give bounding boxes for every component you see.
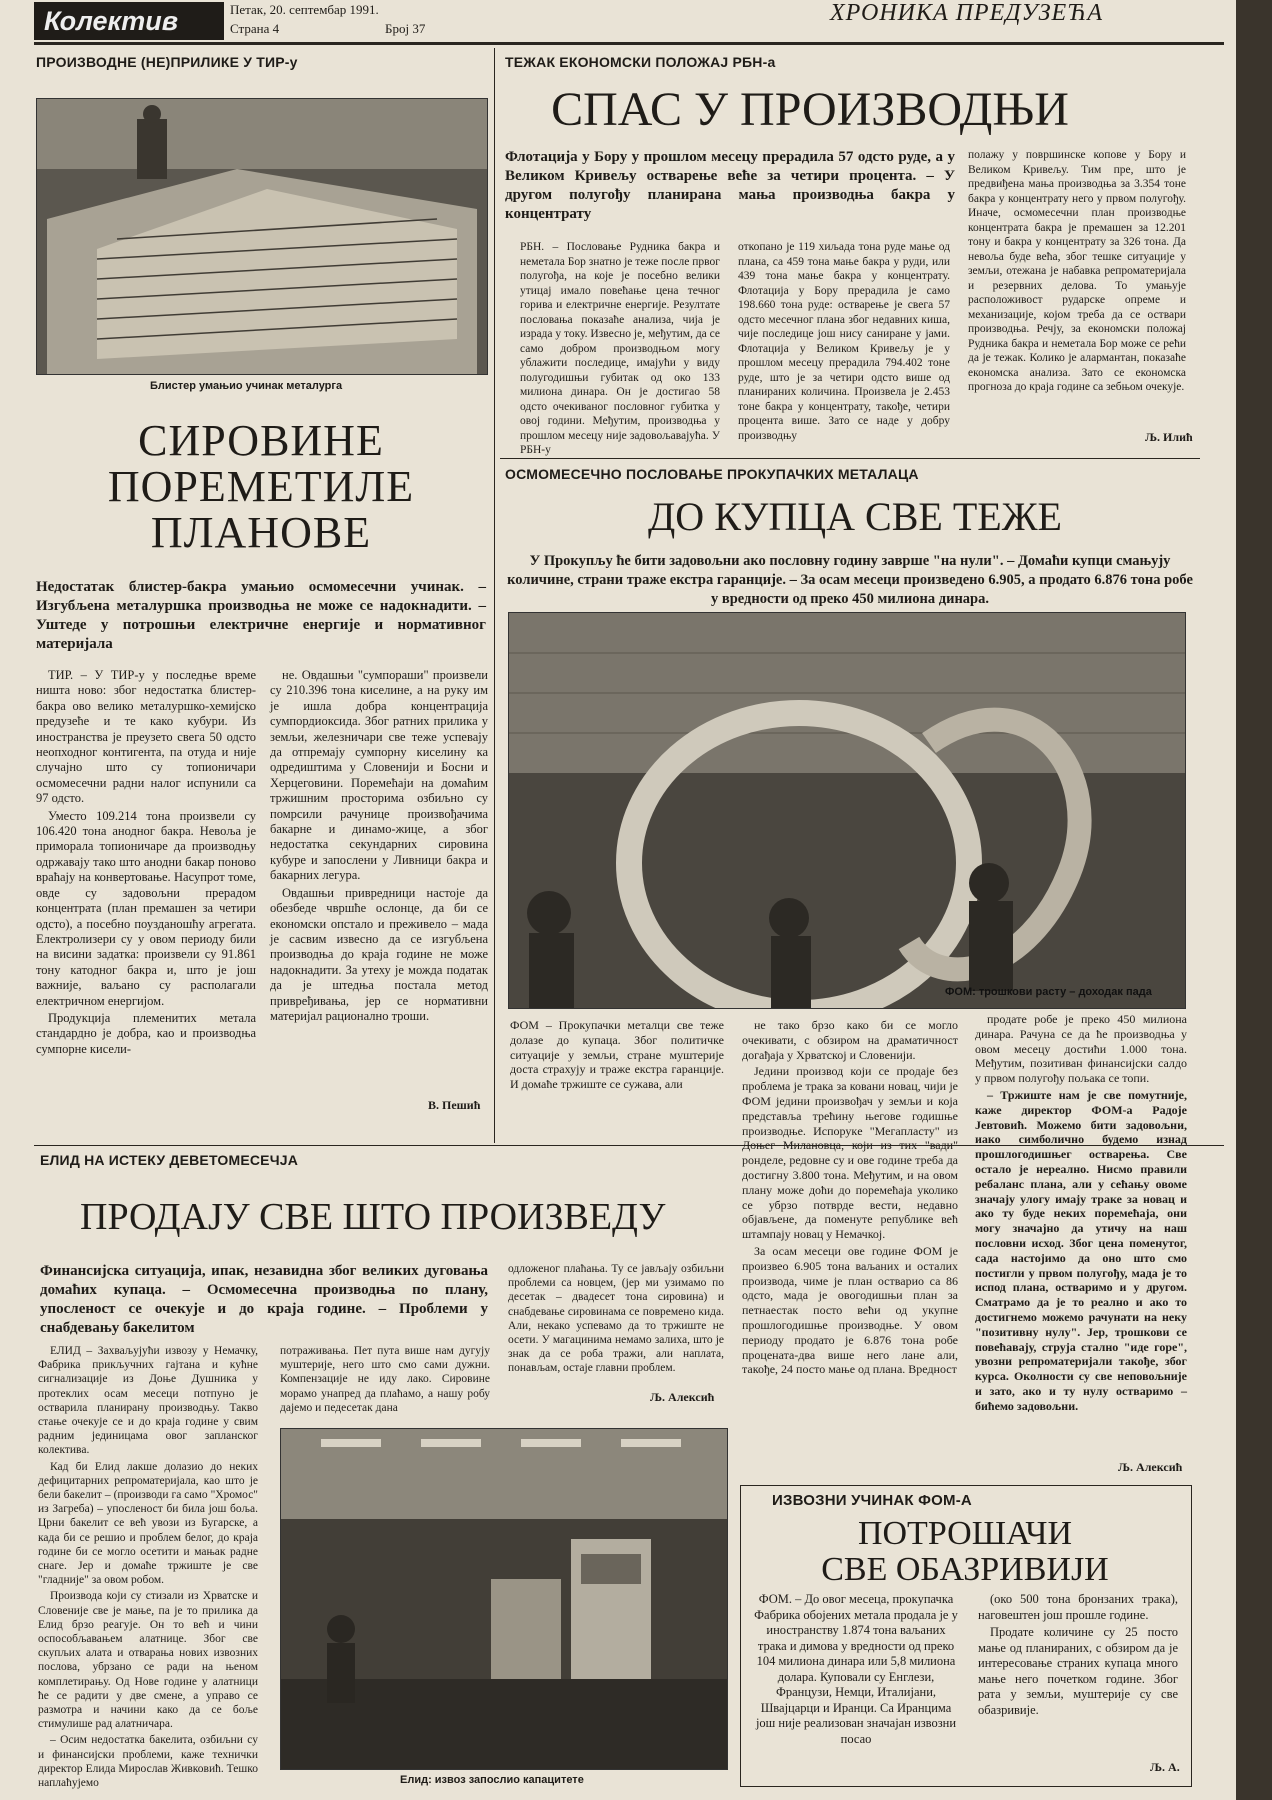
export-column-1: ФОМ. – До овог месеца, прокупачка Фабрика обојених метала продала је у иностранству 1.874 тона ваљаних трака и димова у вредности од преко 104 милиона динара или 5,8 милиона долара. Куповали су Енглези, Французи, Немци, Италијани, Швајцарци и Иранци. Са Иранцима још није реализован значајан извозни посао xyxy=(754,1592,958,1746)
export-column-2 xyxy=(978,1592,1178,1720)
elid-paragraph: Производа који су стизали из Хрватске и Словеније све је мање, па је то прилика да Елид брзо реагује. Он то већ и чини оспособљавањем алатнице. Због све скупљих алата и отварања нових извозних послова, убрзано се ради на њеном комплетирању. Од Нове године у алатници ће се радити у две смене, а управо се размотра и начини како да се боље стимулише рад алатничара. xyxy=(38,1590,258,1731)
elid-paragraph: ЕЛИД – Захваљујући извозу у Немачку, Фабрика прикључних гајтана и кућне сигнализације из Доње Душника у протеклих осам месеци потпуно је остварила планирану производњу. Такво стање очекује се и до краја године у свим радним јединицама овог запланског колектива. xyxy=(38,1345,258,1457)
export-headline xyxy=(745,1516,1185,1587)
fom-photo-caption: ФОМ: трошкови расту – доходак пада xyxy=(945,986,1152,998)
rbn-kicker: ТЕЖАК ЕКОНОМСКИ ПОЛОЖАЈ РБН-а xyxy=(505,54,776,70)
metal-strip-coil-illustration xyxy=(509,613,1185,1008)
fom-column-1: ФОМ – Прокупачки металци све теже долазе до купаца. Због политичке ситуације у земљи, стране муштерије доста страхују и траже екстра гаранције. И домаће тржиште се сужава, али xyxy=(510,1018,724,1092)
fom-paragraph: – Тржиште нам је све помутније, каже директор ФОМ-а Радоје Јевтовић. Можемо бити задовољни, иако симболично будемо изнад прошлогодишњег остварења. Све остало је нереално. Нисмо правили ребаланс плана, али у сећању овоме значају улогу имају траке за новац и ако ту буде неких поремећаја, они могу значајно да утичу на наш пословни исход. Због цена поменутог, сада настојимо да оно што смо постигли у првом полугођу, мада је то испод плана, остваримо и у другом. Сматрамо да је то реално и ако то достигнемо можемо рачунати на неку "позитивну нулу". Јер, трошкови се повећавају, струја стално "иде горе", увозни репроматеријали такође, због курса. Околности су све неповољније и зато, ако и ту нулу остваримо – бићемо задовољни. xyxy=(975,1087,1187,1413)
tir-paragraph: Овдашњи привредници настоје да обезбеде чвршће ослонце, да би се економски опстало и преживело – мада је сасвим извесно да се изгубљена производња до краја године не може надокнадити. За утеху је можда податак да је штедња постала метод привређивања, јер се нормативни материјал рационално троши. xyxy=(270,885,488,1023)
fom-photo xyxy=(508,612,1186,1009)
page-edge xyxy=(1236,0,1272,1800)
fom-paragraph: За осам месеци ове године ФОМ је произвео 6.905 тона ваљаних и осталих производа, чиме је план остварио са 86 одсто, мада је овогодишњи план за петнаестак посто већи од укупне прошлогодишње производње. У овом периоду продато је 6.876 тона робе процената-два више него лане али, такође, 24 посто мање од плана. Вредност xyxy=(742,1243,958,1377)
fom-lead: У Прокупљу ће бити задовољни ако пословну годину заврше "на нули". – Домаћи купци смањују количине, страни траже екстра гаранције. – За осам месеци произведено 6.905, а продато 6.876 тона робе у вредности од преко 450 милиона динара. xyxy=(507,553,1193,607)
masthead-section: ХРОНИКА ПРЕДУЗЕЋА xyxy=(830,0,1104,26)
fom-paragraph: Једини производ који се продаје без проблема је трака за ковани новац, чији је ФОМ једини произвођач у земљи и која представља трећину његове годишње производње. Испорукe "Мегапласту" из Доњег Милановца, који из тих "вади" ронделе, редовне су и ове године треба да достигну 3.800 тона. Међутим, и на овом плану може доћи до поремећаја уколико се убрзо потврде вести, недавно објављене, да поменуте републике већ штампају новац у Немачкој. xyxy=(742,1064,958,1242)
export-headline-line-1: ПОТРОШАЧИ xyxy=(857,1515,1073,1552)
elid-byline: Љ. Алексић xyxy=(650,1390,715,1404)
tir-headline-line-3: ПЛАНОВЕ xyxy=(150,508,372,558)
tir-paragraph: ТИР. – У ТИР-у у последње време ништа ново: због недостатка блистер-бакра ово велико металуршко-хемијско предузеће и те како кубури. Из иностранства је преузето свега 50 одсто неопходног контигента, па отуда и није случајно што су топионичари осмомесечни радни налог испунили са 97 одсто. xyxy=(36,668,256,806)
rbn-column-1: РБН. – Пословање Рудника бакра и неметала Бор знатно је теже после првог полугођа, на које је посебно велики утицај имало повећање цена течног горива и електричне енергије. Резултате пословања показаће анализа, чија је израда у току. Извесно је, међутим, да се само добром производњом могу ублажити последице, имајући у виду полугодишњи губитак од око 133 милиона динара. Он је достигао 58 одсто очекиваног пословног губитка у овој години. Међутим, производња у прошлом месецу није задовољавајућа. У РБН-у xyxy=(520,241,721,456)
elid-lead: Финансијска ситуација, ипак, незавидна због великих дуговања домаћих купаца. – Осмомесечна производња по плану, упосленост се очекује и до краја године. – Проблеми у снабдевању бакелитом xyxy=(40,1263,488,1336)
elid-paragraph: – Осим недостатка бакелита, озбиљни су и финансијски проблеми, каже технички директор Елида Мирослав Живковић. Тешко наплаћујемо xyxy=(38,1734,258,1790)
tir-photo xyxy=(36,98,488,375)
elid-photo-caption: Елид: извоз запослио капацитете xyxy=(400,1774,584,1786)
tir-paragraph: не. Овдашњи "сумпораши" произвели су 210.396 тона киселине, а на руку им је ишла добра концентрација сумпордиоксида. Због ратних прилика у земљи, железничари све теже успевају да отпремају сумпорну киселину ка одредиштима у Словенији и Босни и Херцеговини. Поремећаји на домаћим тржишним просторима озбиљно су помрсили рачунице произвођачима бакарне и динамо-жице, а због недостатка секундарних сировина кубуре и запослени у Ливници бакра и бакарних легура. xyxy=(270,668,488,883)
fom-kicker: ОСМОМЕСЕЧНО ПОСЛОВАЊЕ ПРОКУПАЧКИХ МЕТАЛАЦА xyxy=(505,466,919,482)
export-headline-line-2: СВЕ ОБАЗРИВИЈИ xyxy=(821,1550,1109,1588)
masthead-date: Петак, 20. септембар 1991. xyxy=(230,2,379,17)
tir-lead: Недостатак блистер-бакра умањио осмомесечни учинак. – Изгубљена металуршка производња не може се надокнадити. – Уштеде у потрошњи електричне енергије и нормативног материјала xyxy=(36,579,486,652)
export-paragraph: Продате количине су 25 посто мање од планираних, с обзиром да је интересовање страних купаца много мање него почетком године. Због рата у земљи, муштерије су све обазривије. xyxy=(978,1625,1178,1717)
elid-photo xyxy=(280,1428,728,1770)
fom-paragraph: продате робе је преко 450 милиона динара. Рачуна се да ће производња у овом месецу достићи 1.000 тона. Међутим, позитиван финансијски салдо у првом полугођу пољака се топи. xyxy=(975,1012,1187,1086)
tir-headline xyxy=(36,418,486,557)
rbn-headline: СПАС У ПРОИЗВОДЊИ xyxy=(551,83,1069,136)
fom-column-2 xyxy=(742,1018,958,1379)
export-paragraph: (око 500 тона бронзаних трака), наговештен још прошле године. xyxy=(978,1592,1178,1622)
copper-sheets-illustration xyxy=(37,99,487,374)
fom-byline: Љ. Алексић xyxy=(1118,1460,1183,1474)
masthead-page-number: Страна 4 xyxy=(230,21,280,36)
fom-divider xyxy=(500,458,1200,459)
rbn-byline: Љ. Илић xyxy=(1145,430,1193,444)
tir-paragraph: Уместо 109.214 тона произвели су 106.420 тона анодног бакра. Невоља је приморала топионичаре да производњу одржавају тако што анодни бакар поново враћају на конвертовање. Насупрот томе, овде су задовољни прерадом концентрата (план премашен за четири одсто), а посебно поузданошћу агрегата. Електролизери су у овом периоду били на висини задатка: произвели су 91.861 тону катодног бакра и, што је још важније, ваљано су располагали електричном енергијом. xyxy=(36,808,256,1008)
elid-column-1 xyxy=(38,1344,258,1792)
fom-paragraph: не тако брзо како би се могло очекивати, с обзиром на драматичност догађаја у Хрватској и Словенији. xyxy=(742,1018,958,1062)
elid-column-2: потраживања. Пет пута више нам дугују муштерије, него што смо сами дужни. Компензације не иду лако. Сировине морамо унапред да плаћамо, а нашу робу дајемо и педесетак дана xyxy=(280,1345,490,1414)
tir-column-1 xyxy=(36,668,256,1059)
tir-paragraph: Продукција племенитих метала стандардно је добра, као и производња сумпорне кисели- xyxy=(36,1010,256,1056)
column-divider xyxy=(494,48,495,1143)
masthead-issue: Број 37 xyxy=(385,21,426,36)
masthead-logo-text: Колектив xyxy=(44,6,179,36)
elid-headline: ПРОДАЈУ СВЕ ШТО ПРОИЗВЕДУ xyxy=(80,1196,666,1238)
fom-headline: ДО КУПЦА СВЕ ТЕЖЕ xyxy=(648,494,1062,539)
masthead-rule xyxy=(34,42,1224,45)
tir-headline-line-1: СИРОВИНЕ xyxy=(138,416,384,465)
tir-byline: В. Пешић xyxy=(428,1098,481,1112)
elid-column-3: одложеног плаћања. Ту се јављају озбиљни проблеми са новцем, (јер ми узимамо по десетак – двадесет тона сировина) и снабдевање сировинама се повремено кида. Али, некако успевамо да то тржиште не осети. У магацинима немамо залиха, што је знак да се роба тражи, али наплата, понављам, остаје главни проблем. xyxy=(508,1263,724,1375)
tir-kicker: ПРОИЗВОДНЕ (НЕ)ПРИЛИКЕ У ТИР-у xyxy=(36,54,298,70)
tir-photo-caption: Блистер умањио учинак металурга xyxy=(150,380,343,392)
factory-floor-illustration xyxy=(281,1429,727,1769)
masthead-logo xyxy=(34,2,224,40)
rbn-column-2: откопано је 119 хиљада тона руде мање од плана, са 459 тона мање бакра у руди, или 439 тона мање бакра у концентрату. Флотација у Бору прерадила је само 198.660 тона руде: остварење је свега 57 одсто месечног плана због недавних киша, чије последице још нису саниране у јами. Флотација у Великом Кривељу је у прошлом месецу прерадила 794.402 тоне руде, што је за четири одсто више од планираних количина. Произвела је 2.453 тоне бакра у концентрату, такође, четири процента више. Зато се наде у добру производњу xyxy=(738,241,950,442)
tir-column-2 xyxy=(270,668,488,1026)
fom-column-3 xyxy=(975,1012,1187,1416)
elid-kicker: ЕЛИД НА ИСТЕКУ ДЕВЕТОМЕСЕЧЈА xyxy=(40,1152,299,1168)
export-kicker: ИЗВОЗНИ УЧИНАК ФОМ-А xyxy=(772,1492,972,1509)
export-byline: Љ. А. xyxy=(1150,1760,1180,1774)
rbn-column-3: полажу у површинске копове у Бору и Великом Кривељу. Тим пре, што је предвиђена мања производња за 3.354 тоне бакра у концентрату него у првом полугођу. Иначе, осмомесечни план производње концентрата бакра је премашен за 12.201 тону и бакра у концентрату за 326 тона. Да невоља буде већа, због тешке ситуације у земљи, отежана је набавка репроматеријала и резервних делова. То умањује расположивост рударске опреме и механизације, којом треба да се оствари производња. Речју, за економски положај Рудника бакра и неметала Бор може се рећи да је тежак. Колико је алармантан, показаће економска анализа. Зато се економска прогноза до краја године са зебњом очекује. xyxy=(968,149,1186,393)
elid-paragraph: Кад би Елид лакше долазио до неких дефицитарних репроматеријала, као што је бели бакелит – (производи га само "Хромос" из Загреба) – упосленост би била још боља. Црни бакелит се већ увози из Бугарске, а када би се решио и проблем белог, до краја године би се могло осетити и мањак радне снаге. Јер и домаће тржиште је све "гладније" за овом робом. xyxy=(38,1460,258,1587)
tir-headline-line-2: ПОРЕМЕТИЛЕ xyxy=(107,462,415,512)
rbn-lead: Флотација у Бору у прошлом месецу прерадила 57 одсто руде, а у Великом Кривељу остварење веће за четири процента. – У другом полугођу планирана мања производња бакра у концентрату xyxy=(505,149,955,222)
